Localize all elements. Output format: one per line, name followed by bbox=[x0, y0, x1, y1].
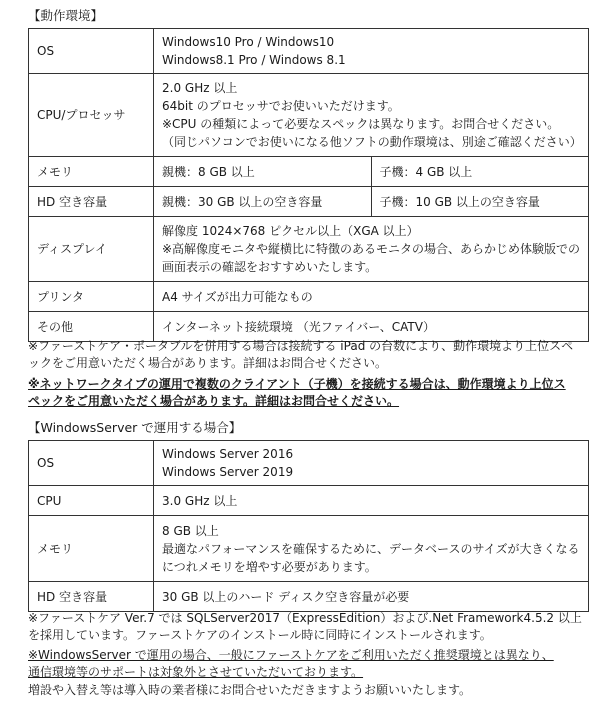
row-value: 30 GB 以上のハード ディスク空き容量が必要 bbox=[154, 582, 589, 612]
value-line: Windows Server 2016 bbox=[162, 447, 294, 461]
table-row bbox=[29, 217, 589, 282]
row-value bbox=[154, 516, 589, 582]
row-label: CPU bbox=[29, 486, 154, 516]
row-label: HD 空き容量 bbox=[29, 582, 154, 612]
table-row bbox=[29, 582, 589, 612]
operating-environment-table bbox=[28, 28, 589, 342]
note-line: を採用しています。ファーストケアのインストール時に同時にインストールされます。 bbox=[28, 628, 492, 642]
value-line: につれメモリを増やす必要があります。 bbox=[162, 559, 377, 574]
table-row bbox=[29, 312, 589, 342]
value-line: 最適なパフォーマンスを確保するために、データベースのサイズが大きくなる bbox=[162, 541, 580, 556]
row-label: OS bbox=[29, 29, 154, 74]
value-line: ※高解像度モニタや縦横比に特徴のあるモニタの場合、あらかじめ体験版での bbox=[162, 242, 581, 256]
row-label: メモリ bbox=[29, 516, 154, 582]
child-machine-memory: 子機：4 GB 以上 bbox=[371, 157, 589, 187]
section-title-operating-environment: 【動作環境】 bbox=[28, 8, 104, 23]
value-line: 64bit のプロセッサでお使いいただけます。 bbox=[162, 99, 400, 113]
windows-server-table bbox=[28, 440, 589, 612]
note-line: 通信環境等のサポートは対象外とさせていただいております。 bbox=[28, 665, 364, 679]
row-label: ディスプレイ bbox=[29, 217, 154, 282]
value-line: 8 GB 以上 bbox=[162, 523, 219, 538]
parent-machine-disk: 親機：30 GB 以上の空き容量 bbox=[154, 187, 372, 217]
note-line: ックをご用意いただく場合があります。詳細はお問合せください。 bbox=[28, 356, 388, 370]
value-line: Windows Server 2019 bbox=[162, 465, 294, 479]
value-line: （同じパソコンでお使いになる他ソフトの動作環境は、別途ご確認ください） bbox=[162, 135, 582, 149]
row-value: インターネット接続環境 （光ファイバー、CATV） bbox=[154, 312, 589, 342]
row-value: 3.0 GHz 以上 bbox=[154, 486, 589, 516]
note-line: ※ファーストケア Ver.7 では SQLServer2017（ExpressEdition）および.Net Framework4.5.2 以上 bbox=[28, 611, 582, 625]
table-row bbox=[29, 74, 589, 157]
row-label: CPU/プロセッサ bbox=[29, 74, 154, 157]
table-row bbox=[29, 29, 589, 74]
note-line: ペックをご用意いただく場合があります。詳細はお問合せください。 bbox=[28, 394, 400, 408]
note-line: ※WindowsServer で運用の場合、一般にファーストケアをご利用いただく推奨環境とは異なり、 bbox=[28, 648, 554, 662]
table-row bbox=[29, 441, 589, 486]
note-line: ※ネットワークタイプの運用で複数のクライアント（子機）を接続する場合は、動作環境より上位ス bbox=[28, 377, 566, 391]
value-line: 画面表示の確認をおすすめいたします。 bbox=[162, 260, 378, 274]
value-line: Windows8.1 Pro / Windows 8.1 bbox=[162, 53, 346, 67]
parent-machine-memory: 親機：8 GB 以上 bbox=[154, 157, 372, 187]
sqlserver-note bbox=[28, 610, 593, 644]
table-row bbox=[29, 187, 589, 217]
row-value bbox=[154, 74, 589, 157]
row-value bbox=[154, 217, 589, 282]
child-machine-disk: 子機：10 GB 以上の空き容量 bbox=[371, 187, 589, 217]
row-label: メモリ bbox=[29, 157, 154, 187]
section-title-windows-server: 【WindowsServer で運用する場合】 bbox=[28, 420, 242, 435]
ipad-note bbox=[28, 338, 593, 372]
note-line: ※ファーストケア・ポータブルを併用する場合は接続する iPad の台数により、動作環境より上位スペ bbox=[28, 339, 574, 353]
row-label: OS bbox=[29, 441, 154, 486]
row-label: その他 bbox=[29, 312, 154, 342]
note-line: 増設や入替え等は導入時の業者様にお問合せいただきますようお願いいたします。 bbox=[28, 683, 472, 697]
upgrade-contact-note bbox=[28, 682, 593, 699]
value-line: ※CPU の種類によって必要なスペックは異なります。お問合せください。 bbox=[162, 117, 560, 131]
table-row bbox=[29, 157, 589, 187]
table-row bbox=[29, 282, 589, 312]
row-value bbox=[154, 441, 589, 486]
row-label: プリンタ bbox=[29, 282, 154, 312]
server-support-note bbox=[28, 647, 593, 681]
value-line: 2.0 GHz 以上 bbox=[162, 81, 238, 95]
row-value bbox=[154, 29, 589, 74]
row-value: A4 サイズが出力可能なもの bbox=[154, 282, 589, 312]
network-client-note bbox=[28, 376, 593, 410]
row-label: HD 空き容量 bbox=[29, 187, 154, 217]
table-row bbox=[29, 516, 589, 582]
table-row bbox=[29, 486, 589, 516]
value-line: Windows10 Pro / Windows10 bbox=[162, 35, 335, 49]
value-line: 解像度 1024×768 ピクセル以上（XGA 以上） bbox=[162, 224, 419, 238]
